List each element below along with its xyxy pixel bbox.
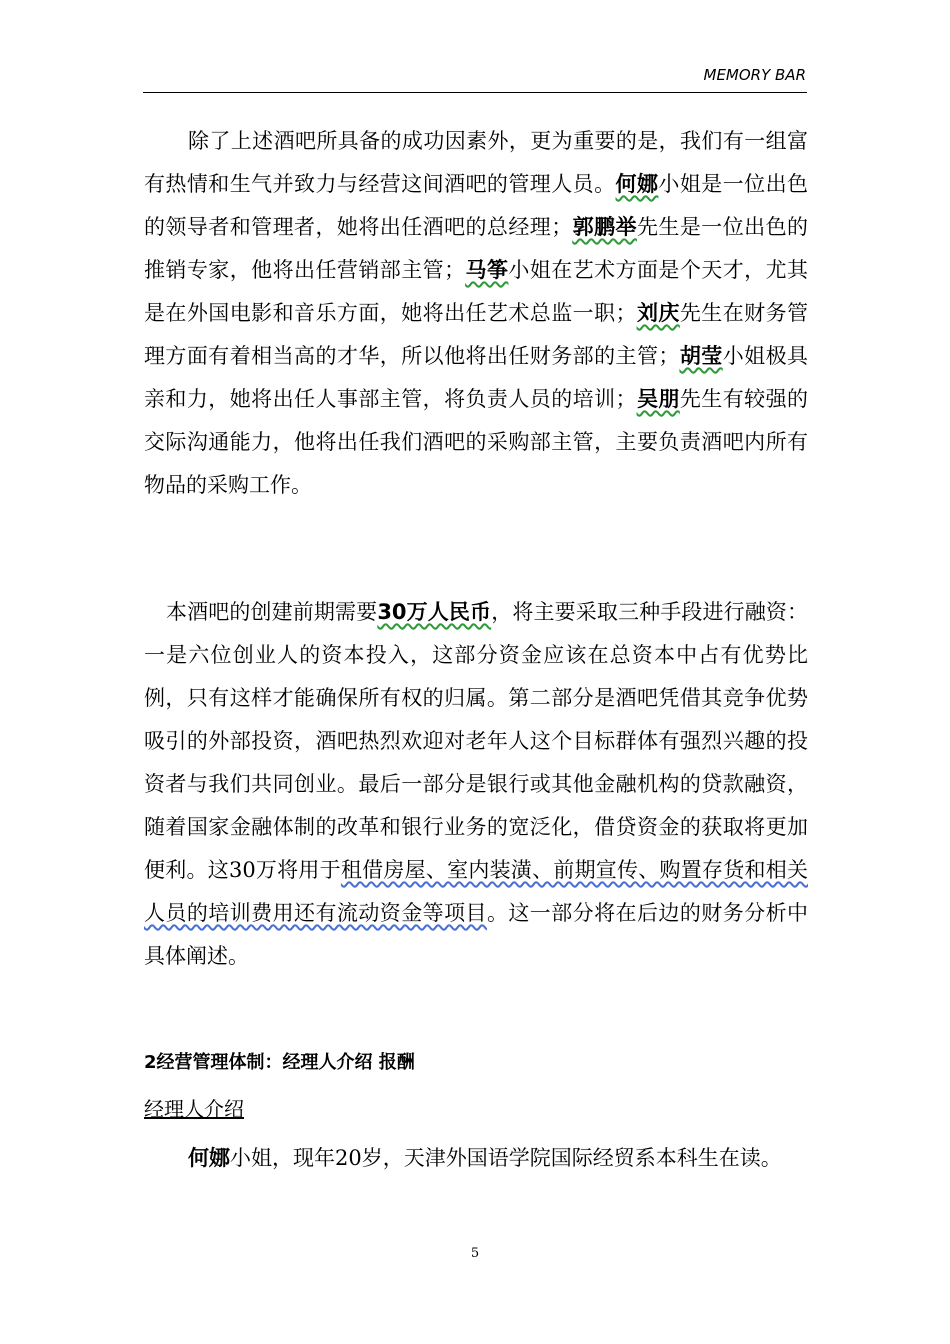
paragraph-financing bbox=[144, 591, 808, 978]
para1-text: 除了上述酒吧所具备的成功因素外，更为重要的是，我们有一组富有热情和生气并致力与经营这间酒吧的管理人员。 bbox=[144, 129, 808, 196]
paragraph-manager-intro bbox=[144, 1137, 808, 1180]
funding-amount: 30万人民币 bbox=[377, 600, 492, 624]
para1-text: 先生是一位出色的推销专家，他将出任营销部主管； bbox=[144, 215, 809, 282]
manager-name: 吴朋 bbox=[636, 387, 680, 411]
para1-text: 小姐是一位出色的领导者和管理者，她将出任酒吧的总经理； bbox=[144, 172, 809, 239]
page-number: 5 bbox=[470, 1246, 480, 1261]
section-heading: 2经营管理体制：经理人介绍 报酬 bbox=[144, 1052, 415, 1073]
para3-text: 小姐，现年20岁，天津外国语学院国际经贸系本科生在读。 bbox=[230, 1146, 782, 1170]
manager-name: 郭鹏举 bbox=[572, 215, 637, 239]
header-rule bbox=[143, 92, 807, 93]
para2-text: 本酒吧的创建前期需要 bbox=[166, 600, 378, 624]
para1-text: 先生在财务管理方面有着相当高的才华，所以他将出任财务部的主管； bbox=[144, 301, 809, 368]
para1-text: 先生有较强的交际沟通能力，他将出任我们酒吧的采购部主管，主要负责酒吧内所有物品的采购工作。 bbox=[144, 387, 809, 497]
subsection-title: 经理人介绍 bbox=[144, 1097, 244, 1121]
manager-name: 马筝 bbox=[465, 258, 509, 282]
manager-name: 何娜 bbox=[188, 1146, 230, 1170]
para2-text: ，将主要采取三种手段进行融资：一是六位创业人的资本投入，这部分资金应该在总资本中占有优势比例，只有这样才能确保所有权的归属。第二部分是酒吧凭借其竞争优势吸引的外部投资，酒吧热烈欢迎对老年人这个目标群体有强烈兴趣的投资者与我们共同创业。最后一部分是银行或其他金融机构的贷款融资，随着国家金融体制的改革和银行业务的宽泛化，借贷资金的获取将更加便利。这30万将用于 bbox=[144, 600, 809, 882]
manager-name: 何娜 bbox=[615, 172, 659, 196]
manager-name: 刘庆 bbox=[636, 301, 680, 325]
para2-text: 。这一部分将在后边的财务分析中具体阐述。 bbox=[144, 901, 809, 968]
header-title: MEMORY BAR bbox=[703, 66, 806, 84]
funding-uses: 租借房屋、室内装潢、前期宣传、购置存货和相关人员的培训费用还有流动资金等项目 bbox=[144, 858, 808, 925]
manager-name: 胡莹 bbox=[679, 344, 723, 368]
paragraph-management-team bbox=[144, 120, 808, 507]
para1-text: 小姐极具亲和力，她将出任人事部主管，将负责人员的培训； bbox=[144, 344, 809, 411]
para1-text: 小姐在艺术方面是个天才，尤其是在外国电影和音乐方面，她将出任艺术总监一职； bbox=[144, 258, 809, 325]
